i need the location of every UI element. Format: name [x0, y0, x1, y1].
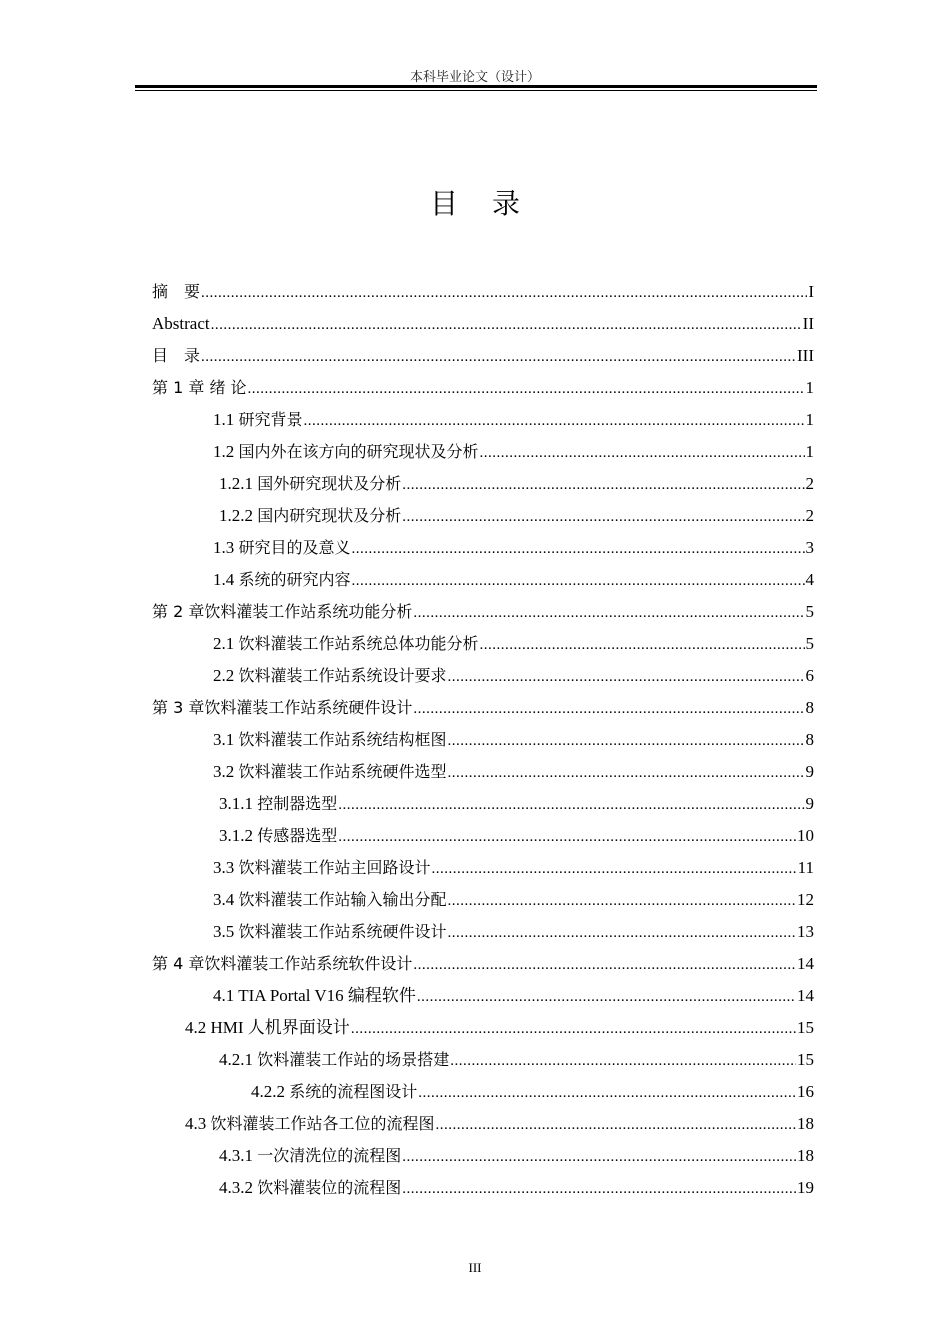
- toc-entry-page: 1: [805, 378, 814, 397]
- toc-entry-number: 3.1: [213, 730, 235, 749]
- toc-entry-page: 9: [805, 762, 814, 781]
- toc-entry-section[interactable]: [152, 916, 814, 948]
- toc-entry-title: 控制器选型: [257, 794, 338, 813]
- toc-entry-chapter-2[interactable]: [152, 596, 814, 628]
- toc-entry-title: 饮料灌装工作站系统结构框图: [238, 730, 447, 749]
- header-rule-thin: [135, 90, 817, 91]
- toc-entry-page: 2: [805, 506, 814, 525]
- toc-entry-title: Abstract: [152, 314, 210, 333]
- toc-entry-number: 4.2.2: [251, 1082, 285, 1101]
- toc-entry-section[interactable]: [152, 884, 814, 916]
- toc-entry-page: III: [797, 346, 814, 365]
- toc-entry-number: 第 1 章: [152, 378, 205, 397]
- toc-entry-page: I: [808, 282, 814, 301]
- toc-entry-section[interactable]: [152, 1012, 814, 1044]
- toc-entry-title: 国内外在该方向的研究现状及分析: [238, 442, 479, 461]
- toc-entry-number: 3.5: [213, 922, 235, 941]
- toc-entry-title: 摘 要: [152, 282, 201, 301]
- toc-entry-title: 绪 论: [209, 378, 247, 397]
- toc-entry-number: 4.1: [213, 986, 235, 1005]
- toc-entry-title: 饮料灌装工作站各工位的流程图: [210, 1114, 435, 1133]
- toc-entry-section[interactable]: [152, 564, 814, 596]
- toc-entry-title: HMI 人机界面设计: [210, 1018, 350, 1037]
- toc-entry-subsection[interactable]: [152, 1140, 814, 1172]
- toc-entry-subsection[interactable]: [152, 1172, 814, 1204]
- toc-entry-page: II: [802, 314, 814, 333]
- toc-entry-contents[interactable]: [152, 340, 814, 372]
- toc-entry-chapter-3[interactable]: [152, 692, 814, 724]
- toc-entry-title: 饮料灌装工作站输入输出分配: [238, 890, 447, 909]
- toc-entry-number: 3.2: [213, 762, 235, 781]
- toc-entry-subsection[interactable]: [152, 1076, 814, 1108]
- toc-entry-page: 18: [797, 1146, 814, 1165]
- toc-entry-section[interactable]: [152, 756, 814, 788]
- toc-entry-page: 11: [797, 858, 814, 877]
- toc-entry-number: 第 3 章: [152, 698, 205, 717]
- toc-entry-abstract-en[interactable]: [152, 308, 814, 340]
- toc-entry-number: 3.1.2: [219, 826, 253, 845]
- toc-entry-title: 饮料灌装工作站的场景搭建: [257, 1050, 450, 1069]
- toc-entry-title: 研究背景: [238, 410, 303, 429]
- toc-entry-title: 系统的流程图设计: [289, 1082, 418, 1101]
- toc-entry-page: 13: [797, 922, 814, 941]
- toc-entry-number: 4.2: [185, 1018, 207, 1037]
- page-number: III: [468, 1260, 482, 1275]
- toc-entry-page: 18: [797, 1114, 814, 1133]
- toc-entry-title: 饮料灌装工作站系统软件设计: [204, 954, 413, 973]
- toc-entry-number: 1.3: [213, 538, 235, 557]
- toc-entry-subsection[interactable]: [152, 1044, 814, 1076]
- toc-entry-section[interactable]: [152, 404, 814, 436]
- table-of-contents: [152, 276, 814, 1204]
- toc-entry-title: 饮料灌装工作站系统总体功能分析: [238, 634, 479, 653]
- toc-entry-page: 12: [797, 890, 814, 909]
- toc-entry-abstract-cn[interactable]: [152, 276, 814, 308]
- toc-entry-number: 1.1: [213, 410, 235, 429]
- toc-entry-page: 1: [805, 442, 814, 461]
- toc-entry-number: 2.2: [213, 666, 235, 685]
- toc-entry-title: 饮料灌装工作站系统设计要求: [238, 666, 447, 685]
- toc-entry-page: 2: [805, 474, 814, 493]
- toc-entry-number: 第 4 章: [152, 954, 205, 973]
- toc-entry-subsection[interactable]: [152, 500, 814, 532]
- toc-entry-page: 14: [797, 986, 814, 1005]
- toc-entry-page: 8: [805, 698, 814, 717]
- toc-entry-section[interactable]: [152, 660, 814, 692]
- toc-entry-title: 国内研究现状及分析: [257, 506, 402, 525]
- toc-entry-page: 9: [805, 794, 814, 813]
- toc-entry-number: 第 2 章: [152, 602, 205, 621]
- toc-entry-page: 6: [805, 666, 814, 685]
- toc-entry-number: 1.2.1: [219, 474, 253, 493]
- toc-entry-number: 1.2: [213, 442, 235, 461]
- toc-entry-number: 1.2.2: [219, 506, 253, 525]
- toc-entry-subsection[interactable]: [152, 468, 814, 500]
- toc-entry-number: 4.3.2: [219, 1178, 253, 1197]
- header-rule-thick: [135, 85, 817, 88]
- toc-entry-title: 饮料灌装工作站主回路设计: [238, 858, 431, 877]
- toc-entry-page: 15: [797, 1018, 814, 1037]
- toc-entry-title: 饮料灌装工作站系统功能分析: [204, 602, 413, 621]
- toc-entry-title: 一次清洗位的流程图: [257, 1146, 402, 1165]
- toc-entry-page: 14: [797, 954, 814, 973]
- toc-entry-title: 研究目的及意义: [238, 538, 351, 557]
- toc-entry-subsection[interactable]: [152, 788, 814, 820]
- toc-entry-chapter-4[interactable]: [152, 948, 814, 980]
- toc-entry-section[interactable]: [152, 980, 814, 1012]
- toc-entry-chapter-1[interactable]: [152, 372, 814, 404]
- toc-entry-page: 5: [805, 634, 814, 653]
- toc-entry-section[interactable]: [152, 628, 814, 660]
- toc-entry-section[interactable]: [152, 852, 814, 884]
- toc-entry-number: 4.3: [185, 1114, 207, 1133]
- toc-entry-title: 系统的研究内容: [238, 570, 351, 589]
- toc-entry-title: 饮料灌装工作站系统硬件选型: [238, 762, 447, 781]
- toc-entry-page: 3: [805, 538, 814, 557]
- toc-entry-section[interactable]: [152, 436, 814, 468]
- page-title: 目录: [429, 187, 554, 220]
- toc-entry-number: 3.4: [213, 890, 235, 909]
- toc-entry-number: 4.2.1: [219, 1050, 253, 1069]
- toc-entry-title: TIA Portal V16 编程软件: [238, 986, 416, 1005]
- toc-entry-page: 1: [805, 410, 814, 429]
- toc-entry-title: 国外研究现状及分析: [257, 474, 402, 493]
- toc-entry-page: 10: [797, 826, 814, 845]
- toc-entry-page: 15: [797, 1050, 814, 1069]
- toc-entry-title: 饮料灌装位的流程图: [257, 1178, 402, 1197]
- toc-entry-number: 2.1: [213, 634, 235, 653]
- toc-entry-page: 16: [797, 1082, 814, 1101]
- toc-entry-title: 饮料灌装工作站系统硬件设计: [238, 922, 447, 941]
- toc-entry-section[interactable]: [152, 724, 814, 756]
- toc-entry-page: 19: [797, 1178, 814, 1197]
- toc-entry-number: 1.4: [213, 570, 235, 589]
- toc-entry-page: 8: [805, 730, 814, 749]
- toc-entry-section[interactable]: [152, 1108, 814, 1140]
- toc-entry-subsection[interactable]: [152, 820, 814, 852]
- toc-entry-page: 5: [805, 602, 814, 621]
- toc-entry-title: 饮料灌装工作站系统硬件设计: [204, 698, 413, 717]
- toc-entry-title: 目 录: [152, 346, 201, 365]
- running-header: 本科毕业论文（设计）: [409, 69, 540, 84]
- toc-entry-page: 4: [805, 570, 814, 589]
- toc-entry-number: 3.1.1: [219, 794, 253, 813]
- toc-entry-section[interactable]: [152, 532, 814, 564]
- toc-entry-number: 4.3.1: [219, 1146, 253, 1165]
- toc-entry-number: 3.3: [213, 858, 235, 877]
- toc-entry-title: 传感器选型: [257, 826, 338, 845]
